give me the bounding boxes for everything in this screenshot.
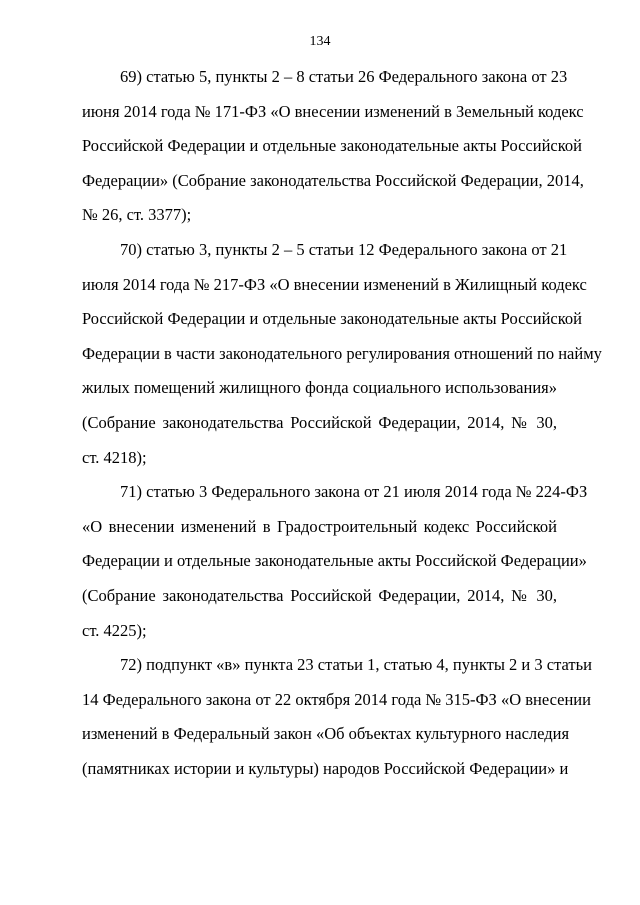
text-line: изменений в Федеральный закон «Об объектах культурного наследия <box>82 724 570 744</box>
text-line: Федерации в части законодательного регулирования отношений по найму <box>82 343 602 363</box>
text-line: Федерации и отдельные законодательные акты Российской Федерации» <box>82 551 587 571</box>
page-number: 134 <box>309 34 331 49</box>
text-line: (Собрание законодательства Российской Федерации, 2014, № 30, <box>82 585 557 605</box>
text-line: Федерации» (Собрание законодательства Российской Федерации, 2014, <box>82 170 584 190</box>
text-line: (памятниках истории и культуры) народов Российской Федерации» и <box>82 758 569 778</box>
text-line: 70) статью 3, пункты 2 – 5 статьи 12 Федерального закона от 21 <box>120 239 568 259</box>
text-line: Российской Федерации и отдельные законодательные акты Российской <box>82 136 582 156</box>
text-line: Российской Федерации и отдельные законодательные акты Российской <box>82 309 582 329</box>
text-line: № 26, ст. 3377); <box>82 205 192 225</box>
text-line: (Собрание законодательства Российской Федерации, 2014, № 30, <box>82 412 557 432</box>
text-line: 14 Федерального закона от 22 октября 2014 года № 315-ФЗ «О внесении <box>82 689 591 709</box>
text-line: 69) статью 5, пункты 2 – 8 статьи 26 Федерального закона от 23 <box>120 67 568 86</box>
text-line: жилых помещений жилищного фонда социального использования» <box>82 378 557 398</box>
document-body <box>82 60 602 786</box>
text-line: ст. 4225); <box>82 620 147 640</box>
text-line: ст. 4218); <box>82 447 147 467</box>
text-line: июня 2014 года № 171-ФЗ «О внесении изменений в Земельный кодекс <box>82 101 584 121</box>
text-line: «О внесении изменений в Градостроительный кодекс Российской <box>82 516 557 536</box>
text-line: 72) подпункт «в» пункта 23 статьи 1, статью 4, пункты 2 и 3 статьи <box>120 655 592 675</box>
text-line: июля 2014 года № 217-ФЗ «О внесении изменений в Жилищный кодекс <box>82 274 587 294</box>
text-line: 71) статью 3 Федерального закона от 21 июля 2014 года № 224-ФЗ <box>120 482 588 502</box>
